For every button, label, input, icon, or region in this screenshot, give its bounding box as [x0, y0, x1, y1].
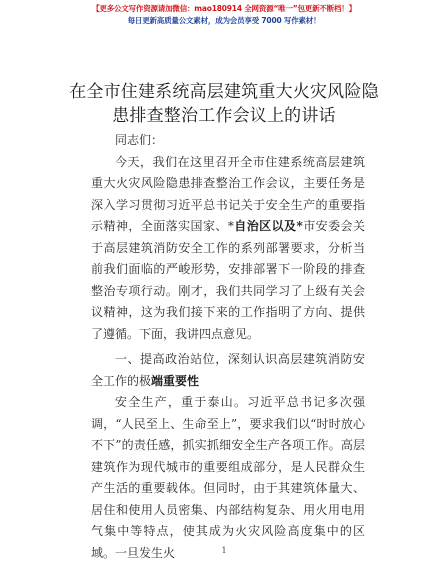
paragraph-1	[91, 152, 365, 346]
document-title: 在全市住建系统高层建筑重大火灾风险隐患排查整治工作会议上的讲话	[69, 82, 379, 126]
section-heading-1-part-a: 一、提高政治站位，深刻认识高层建筑消防安全工作的极	[91, 352, 365, 388]
paragraph-1-part-a: 今天，我们在这里召开全市住建系统高层建筑重大火灾风险隐患排查整治工作会议，主要任务是深入学习贯彻习近平总书记关于安全生产的重要指示精神，全面落实国家、*	[91, 154, 365, 233]
section-heading-1-bold-part: 端重要性	[151, 373, 200, 388]
page-number: 1	[221, 546, 227, 555]
promo-banner	[0, 3, 448, 27]
document-body	[91, 130, 365, 564]
paragraph-1-part-c: 市安委会关于高层建筑消防安全工作的系列部署要求，分析当前我们面临的严峻形势，安排部署下一阶段的排查整治专项行动。刚才，我们共同学习了上级有关会议精神，这为我们接下来的工作指明了方向、提供了遵循。下面，我讲四点意见。	[91, 219, 365, 341]
salutation: 同志们：	[115, 133, 164, 147]
promo-banner-line2: 每日更新高质量公文素材，成为会员享受 7000 写作素材！	[127, 16, 321, 25]
section-heading-1	[91, 349, 365, 392]
paragraph-1-bold-part: 自治区以及*	[233, 219, 303, 233]
promo-banner-line1: 【更多公文写作资源请加微信：mao180914 全网资源“唯一”包更新不断档！】	[92, 4, 356, 13]
paragraph-2: 安全生产，重于泰山。习近平总书记多次强调，“人民至上、生命至上”，要求我们以“时时放心不下”的责任感，抓实抓细安全生产各项工作。高层建筑作为现代城市的重要组成部分，是人民群众生产生活的重要载体。但同时，由于其建筑体量大、居住和使用人员密集、内部结构复杂、用火用电用气集中等特点，使其成为火灾风险高度集中的区域。一旦发生火	[91, 395, 365, 560]
